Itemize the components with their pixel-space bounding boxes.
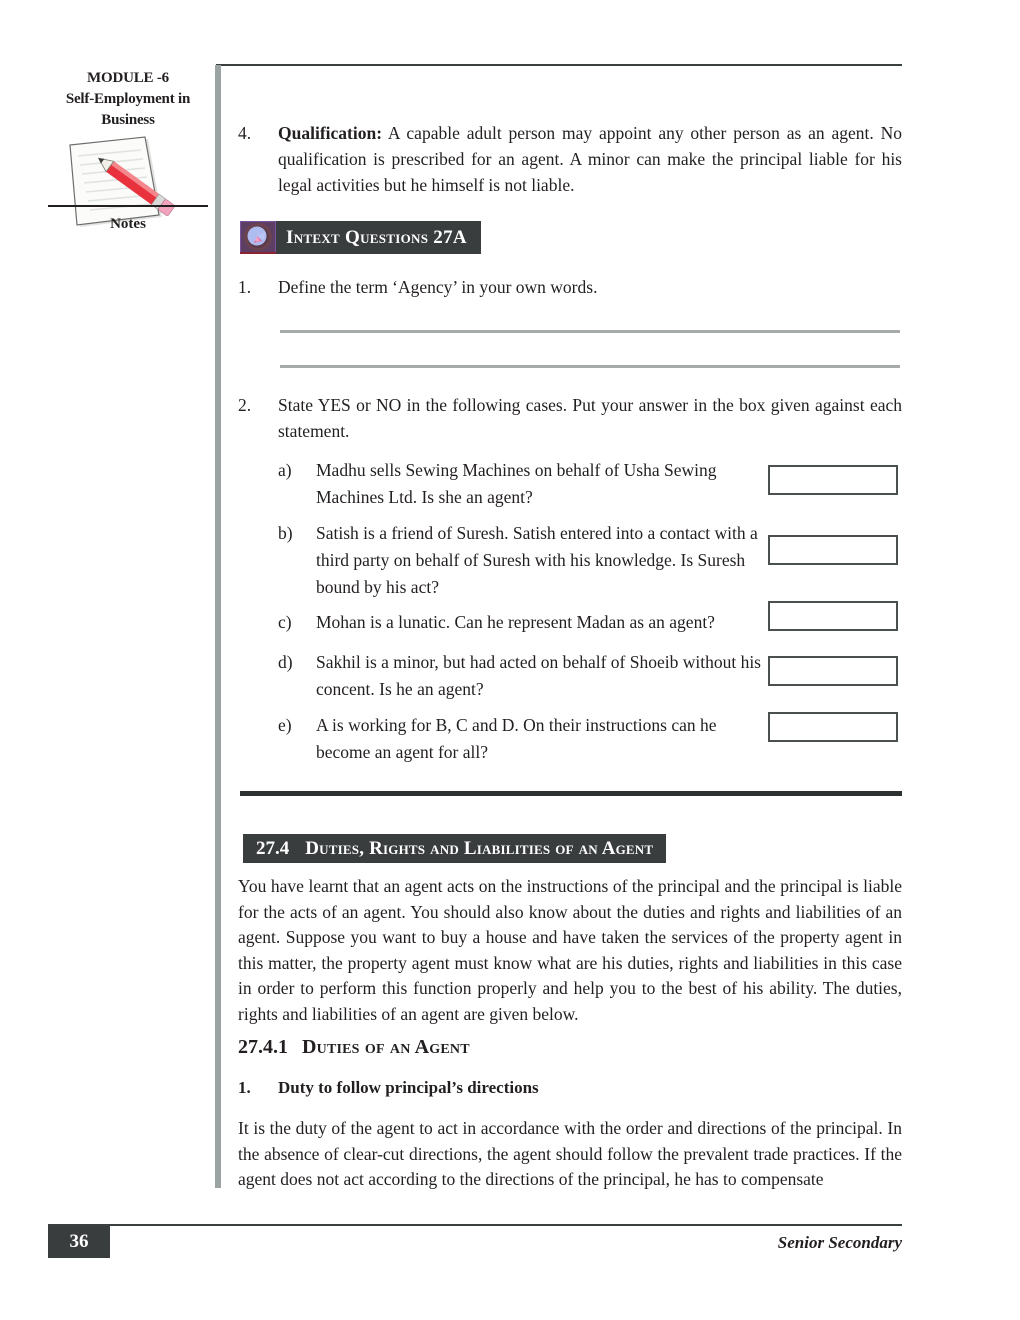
intext-questions-icon (240, 221, 276, 254)
sub-item-c-marker: c) (278, 612, 292, 632)
sub-item-a-marker: a) (278, 460, 292, 480)
intext-question-1-text: Define the term ‘Agency’ in your own words. (278, 277, 598, 297)
sub-item-d-marker: d) (278, 652, 293, 672)
module-title-line-3: Business (101, 112, 155, 128)
answer-box-d[interactable] (768, 656, 898, 686)
section-heading-banner (243, 834, 666, 863)
intext-question-2-text: State YES or NO in the following cases. Put your answer in the box given against each statement. (278, 395, 902, 441)
intext-question-2-marker: 2. (238, 395, 252, 415)
section-title: Duties, Rights and Liabilities of an Agent (305, 837, 654, 859)
sub-item-d-text: Sakhil is a minor, but had acted on behalf of Shoeib without his concent. Is he an agent? (316, 652, 761, 699)
header-rule (216, 64, 902, 66)
intext-question-2 (238, 392, 902, 444)
column-vertical-rule (215, 65, 221, 1188)
subsection-heading (238, 1036, 470, 1059)
duty-number: 1. (238, 1078, 251, 1097)
subsection-title: Duties of an Agent (302, 1036, 470, 1058)
intext-question-1-marker: 1. (238, 277, 252, 297)
module-title (40, 68, 216, 131)
notes-label: Notes (110, 216, 146, 232)
duty-paragraph: It is the duty of the agent to act in accordance with the order and directions of the principal. In the absence of clear-cut directions, the agent should follow the prevalent trade practices. If the agent does not act according to the directions of the principal, he has to compensate (238, 1118, 902, 1189)
intext-question-1 (238, 274, 902, 300)
sub-item-b-marker: b) (278, 523, 293, 543)
section-divider (240, 791, 902, 796)
sub-item-e-text: A is working for B, C and D. On their instructions can he become an agent for all? (316, 715, 717, 762)
list-item-marker: 4. (238, 123, 252, 143)
subsection-number: 27.4.1 (238, 1036, 288, 1058)
intext-questions-label: Intext Questions 27A (276, 221, 481, 254)
module-block (40, 68, 216, 235)
list-item-body (278, 120, 902, 198)
answer-box-c[interactable] (768, 601, 898, 631)
module-title-line-2: Self-Employment in (65, 91, 191, 107)
duty-heading (238, 1078, 539, 1098)
module-title-line-1: MODULE -6 (87, 70, 169, 86)
footer-label: Senior Secondary (777, 1233, 902, 1252)
list-item-lead: Qualification: (278, 123, 383, 143)
sub-item-a-text: Madhu sells Sewing Machines on behalf of Usha Sewing Machines Ltd. Is she an agent? (316, 460, 717, 507)
list-item-qualification (238, 120, 902, 198)
intext-questions-banner (240, 221, 481, 254)
list-item-text: A capable adult person may appoint any other person as an agent. No qualification is prescribed for an agent. A minor can make the principal liable for his legal activities but he himself is not liable. (278, 123, 902, 195)
answer-box-b[interactable] (768, 535, 898, 565)
sub-item-b-text: Satish is a friend of Suresh. Satish entered into a contact with a third party on behalf of Suresh with his knowledge. Is Suresh bound by his act? (316, 523, 758, 597)
footer-rule (48, 1224, 902, 1226)
sub-item-e-marker: e) (278, 715, 292, 735)
answer-line-2[interactable] (280, 365, 900, 368)
answer-box-e[interactable] (768, 712, 898, 742)
page-number-badge: 36 (48, 1226, 110, 1258)
duty-title: Duty to follow principal’s directions (278, 1078, 539, 1097)
section-number: 27.4 (256, 837, 290, 859)
answer-line-1[interactable] (280, 330, 900, 333)
notes-divider (48, 205, 208, 207)
sub-item-c-text: Mohan is a lunatic. Can he represent Madan as an agent? (316, 612, 715, 632)
answer-box-a[interactable] (768, 465, 898, 495)
section-paragraph: You have learnt that an agent acts on the instructions of the principal and the principal is liable for the acts of an agent. You should also know about the duties and rights and liabilities of an agent. Suppose you want to buy a house and have taken the services of the property agent in this matter, the property agent must know what are his duties, rights and liabilities in this case in order to perform this function properly and help you to the best of his ability. The duties, rights and liabilities of an agent are given below. (238, 876, 902, 1024)
